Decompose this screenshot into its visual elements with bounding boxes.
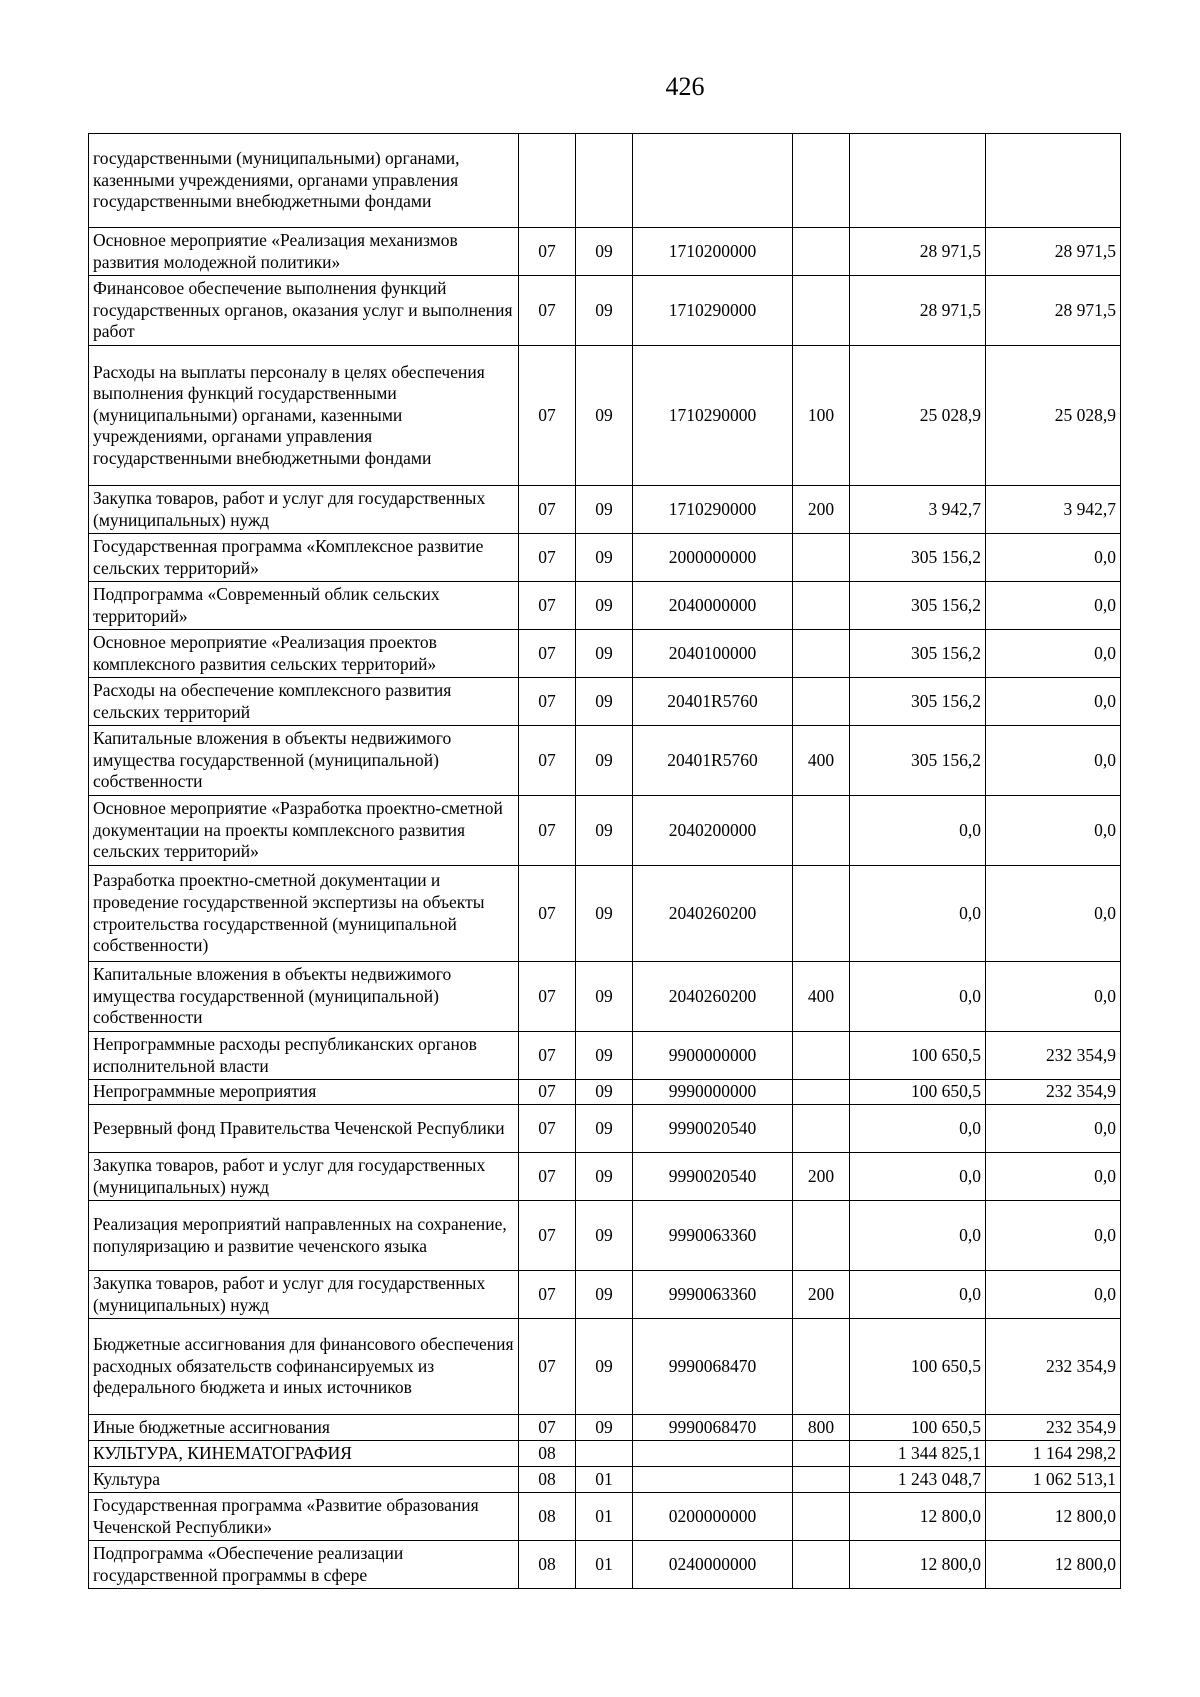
table-row	[89, 1201, 1121, 1271]
subsection-code: 09	[576, 582, 633, 630]
target-article-code: 9990020540	[633, 1105, 793, 1153]
subsection-code: 09	[576, 630, 633, 678]
expense-type-code	[793, 678, 850, 726]
amount-year-1: 28 971,5	[850, 276, 986, 346]
table-row	[89, 1153, 1121, 1201]
table-row	[89, 1271, 1121, 1319]
section-code: 07	[519, 346, 576, 486]
section-code: 07	[519, 1080, 576, 1105]
row-name: Культура	[89, 1467, 519, 1493]
amount-year-2: 0,0	[986, 678, 1121, 726]
expense-type-code	[793, 630, 850, 678]
amount-year-1: 3 942,7	[850, 486, 986, 534]
target-article-code: 0200000000	[633, 1493, 793, 1541]
amount-year-1: 0,0	[850, 962, 986, 1032]
row-name: Иные бюджетные ассигнования	[89, 1415, 519, 1441]
subsection-code: 09	[576, 1415, 633, 1441]
amount-year-2: 12 800,0	[986, 1493, 1121, 1541]
section-code: 07	[519, 726, 576, 796]
expense-type-code	[793, 1032, 850, 1080]
expense-type-code	[793, 276, 850, 346]
section-code: 07	[519, 1319, 576, 1415]
target-article-code: 2040260200	[633, 866, 793, 962]
row-name: Расходы на выплаты персоналу в целях обеспечения выполнения функций государственными (муниципальными) органами, казенными учреждениями, органами управления государственными внебюджетными фондами	[89, 346, 519, 486]
row-name: Закупка товаров, работ и услуг для государственных (муниципальных) нужд	[89, 486, 519, 534]
row-name: Подпрограмма «Современный облик сельских территорий»	[89, 582, 519, 630]
amount-year-2: 3 942,7	[986, 486, 1121, 534]
row-name: Капитальные вложения в объекты недвижимого имущества государственной (муниципальной) собственности	[89, 962, 519, 1032]
amount-year-2: 232 354,9	[986, 1319, 1121, 1415]
page-number: 426	[665, 72, 705, 101]
target-article-code: 2040000000	[633, 582, 793, 630]
amount-year-1: 305 156,2	[850, 630, 986, 678]
amount-year-1: 305 156,2	[850, 726, 986, 796]
target-article-code: 1710290000	[633, 486, 793, 534]
amount-year-2: 0,0	[986, 726, 1121, 796]
expense-type-code	[793, 1441, 850, 1467]
table-row	[89, 346, 1121, 486]
subsection-code: 09	[576, 1032, 633, 1080]
expense-type-code	[793, 582, 850, 630]
row-name: Государственная программа «Комплексное развитие сельских территорий»	[89, 534, 519, 582]
amount-year-2	[986, 134, 1121, 228]
amount-year-1: 100 650,5	[850, 1319, 986, 1415]
expense-type-code	[793, 1319, 850, 1415]
subsection-code: 09	[576, 346, 633, 486]
amount-year-2: 0,0	[986, 1105, 1121, 1153]
row-name: Реализация мероприятий направленных на сохранение, популяризацию и развитие чеченского языка	[89, 1201, 519, 1271]
section-code: 07	[519, 486, 576, 534]
table-row	[89, 630, 1121, 678]
row-name: Резервный фонд Правительства Чеченской Республики	[89, 1105, 519, 1153]
amount-year-2: 0,0	[986, 630, 1121, 678]
section-code: 07	[519, 276, 576, 346]
subsection-code: 09	[576, 1201, 633, 1271]
target-article-code: 0240000000	[633, 1541, 793, 1589]
amount-year-1: 12 800,0	[850, 1493, 986, 1541]
amount-year-1: 305 156,2	[850, 534, 986, 582]
expense-type-code: 200	[793, 486, 850, 534]
amount-year-2: 232 354,9	[986, 1032, 1121, 1080]
table-row	[89, 796, 1121, 866]
amount-year-1: 0,0	[850, 1271, 986, 1319]
table-row	[89, 678, 1121, 726]
section-code: 07	[519, 1415, 576, 1441]
target-article-code: 2000000000	[633, 534, 793, 582]
amount-year-1: 100 650,5	[850, 1032, 986, 1080]
amount-year-1	[850, 134, 986, 228]
section-code: 07	[519, 534, 576, 582]
row-name: Финансовое обеспечение выполнения функций государственных органов, оказания услуг и выполнения работ	[89, 276, 519, 346]
expense-type-code	[793, 134, 850, 228]
section-code: 08	[519, 1493, 576, 1541]
row-name: Основное мероприятие «Реализация механизмов развития молодежной политики»	[89, 228, 519, 276]
amount-year-2: 1 164 298,2	[986, 1441, 1121, 1467]
target-article-code: 1710290000	[633, 346, 793, 486]
amount-year-2: 0,0	[986, 1271, 1121, 1319]
target-article-code	[633, 1441, 793, 1467]
row-name: Бюджетные ассигнования для финансового обеспечения расходных обязательств софинансируемых из федерального бюджета и иных источников	[89, 1319, 519, 1415]
target-article-code: 1710200000	[633, 228, 793, 276]
target-article-code: 1710290000	[633, 276, 793, 346]
expense-type-code: 800	[793, 1415, 850, 1441]
row-name: Непрограммные расходы республиканских органов исполнительной власти	[89, 1032, 519, 1080]
target-article-code	[633, 134, 793, 228]
amount-year-2: 0,0	[986, 796, 1121, 866]
amount-year-2: 12 800,0	[986, 1541, 1121, 1589]
target-article-code: 9990068470	[633, 1319, 793, 1415]
row-name: Подпрограмма «Обеспечение реализации государственной программы в сфере	[89, 1541, 519, 1589]
section-code: 07	[519, 228, 576, 276]
section-code: 08	[519, 1541, 576, 1589]
target-article-code: 20401R5760	[633, 678, 793, 726]
amount-year-2: 232 354,9	[986, 1415, 1121, 1441]
section-code	[519, 134, 576, 228]
section-code: 07	[519, 1201, 576, 1271]
target-article-code: 2040100000	[633, 630, 793, 678]
expense-type-code	[793, 1467, 850, 1493]
table-row	[89, 962, 1121, 1032]
subsection-code: 09	[576, 1153, 633, 1201]
row-name: Закупка товаров, работ и услуг для государственных (муниципальных) нужд	[89, 1271, 519, 1319]
amount-year-1: 100 650,5	[850, 1080, 986, 1105]
row-name: КУЛЬТУРА, КИНЕМАТОГРАФИЯ	[89, 1441, 519, 1467]
table-row	[89, 276, 1121, 346]
subsection-code: 01	[576, 1541, 633, 1589]
table-row	[89, 726, 1121, 796]
table-row	[89, 1105, 1121, 1153]
subsection-code: 09	[576, 796, 633, 866]
row-name: Закупка товаров, работ и услуг для государственных (муниципальных) нужд	[89, 1153, 519, 1201]
target-article-code: 9990068470	[633, 1415, 793, 1441]
table-row	[89, 534, 1121, 582]
table-row	[89, 486, 1121, 534]
subsection-code: 01	[576, 1493, 633, 1541]
target-article-code: 2040260200	[633, 962, 793, 1032]
target-article-code: 20401R5760	[633, 726, 793, 796]
table-row	[89, 1493, 1121, 1541]
section-code: 07	[519, 582, 576, 630]
expense-type-code	[793, 1541, 850, 1589]
amount-year-1: 1 243 048,7	[850, 1467, 986, 1493]
amount-year-2: 0,0	[986, 534, 1121, 582]
amount-year-1: 0,0	[850, 796, 986, 866]
section-code: 07	[519, 1271, 576, 1319]
row-name: государственными (муниципальными) органами, казенными учреждениями, органами управления государственными внебюджетными фондами	[89, 134, 519, 228]
amount-year-2: 0,0	[986, 582, 1121, 630]
row-name: Разработка проектно-сметной документации и проведение государственной экспертизы на объекты строительства государственной (муниципальной собственности)	[89, 866, 519, 962]
target-article-code: 9990063360	[633, 1271, 793, 1319]
subsection-code: 01	[576, 1467, 633, 1493]
table-row	[89, 582, 1121, 630]
expense-type-code: 400	[793, 726, 850, 796]
expense-type-code	[793, 866, 850, 962]
subsection-code: 09	[576, 1319, 633, 1415]
target-article-code: 9990063360	[633, 1201, 793, 1271]
target-article-code: 9990020540	[633, 1153, 793, 1201]
subsection-code: 09	[576, 486, 633, 534]
expense-type-code	[793, 1105, 850, 1153]
subsection-code: 09	[576, 1271, 633, 1319]
row-name: Государственная программа «Развитие образования Чеченской Республики»	[89, 1493, 519, 1541]
section-code: 07	[519, 1032, 576, 1080]
amount-year-2: 28 971,5	[986, 228, 1121, 276]
table-row	[89, 1541, 1121, 1589]
subsection-code: 09	[576, 962, 633, 1032]
amount-year-1: 0,0	[850, 1201, 986, 1271]
row-name: Капитальные вложения в объекты недвижимого имущества государственной (муниципальной) собственности	[89, 726, 519, 796]
expense-type-code	[793, 796, 850, 866]
target-article-code: 9900000000	[633, 1032, 793, 1080]
subsection-code	[576, 134, 633, 228]
amount-year-1: 28 971,5	[850, 228, 986, 276]
amount-year-2: 0,0	[986, 1153, 1121, 1201]
amount-year-1: 0,0	[850, 1153, 986, 1201]
target-article-code: 9990000000	[633, 1080, 793, 1105]
target-article-code: 2040200000	[633, 796, 793, 866]
table-row	[89, 866, 1121, 962]
section-code: 08	[519, 1441, 576, 1467]
amount-year-1: 12 800,0	[850, 1541, 986, 1589]
expense-type-code: 100	[793, 346, 850, 486]
subsection-code: 09	[576, 866, 633, 962]
expense-type-code	[793, 228, 850, 276]
row-name: Основное мероприятие «Реализация проектов комплексного развития сельских территорий»	[89, 630, 519, 678]
subsection-code: 09	[576, 228, 633, 276]
amount-year-1: 305 156,2	[850, 678, 986, 726]
expense-type-code	[793, 1201, 850, 1271]
expense-type-code: 200	[793, 1271, 850, 1319]
amount-year-2: 0,0	[986, 866, 1121, 962]
budget-table	[88, 133, 1121, 1589]
section-code: 07	[519, 1105, 576, 1153]
subsection-code: 09	[576, 1105, 633, 1153]
amount-year-1: 25 028,9	[850, 346, 986, 486]
amount-year-2: 0,0	[986, 962, 1121, 1032]
amount-year-2: 28 971,5	[986, 276, 1121, 346]
section-code: 07	[519, 630, 576, 678]
table-body	[89, 134, 1121, 1589]
table-row	[89, 1441, 1121, 1467]
expense-type-code	[793, 534, 850, 582]
expense-type-code	[793, 1080, 850, 1105]
section-code: 07	[519, 1153, 576, 1201]
amount-year-1: 0,0	[850, 1105, 986, 1153]
row-name: Основное мероприятие «Разработка проектно-сметной документации на проекты комплексного развития сельских территорий»	[89, 796, 519, 866]
table-row	[89, 134, 1121, 228]
row-name: Непрограммные мероприятия	[89, 1080, 519, 1105]
subsection-code: 09	[576, 678, 633, 726]
section-code: 07	[519, 962, 576, 1032]
table-row	[89, 228, 1121, 276]
amount-year-1: 1 344 825,1	[850, 1441, 986, 1467]
table-row	[89, 1032, 1121, 1080]
amount-year-1: 0,0	[850, 866, 986, 962]
subsection-code: 09	[576, 1080, 633, 1105]
amount-year-1: 305 156,2	[850, 582, 986, 630]
table-row	[89, 1319, 1121, 1415]
subsection-code: 09	[576, 534, 633, 582]
table-row	[89, 1080, 1121, 1105]
expense-type-code	[793, 1493, 850, 1541]
row-name: Расходы на обеспечение комплексного развития сельских территорий	[89, 678, 519, 726]
expense-type-code: 200	[793, 1153, 850, 1201]
section-code: 07	[519, 678, 576, 726]
amount-year-2: 232 354,9	[986, 1080, 1121, 1105]
subsection-code: 09	[576, 726, 633, 796]
target-article-code	[633, 1467, 793, 1493]
section-code: 08	[519, 1467, 576, 1493]
amount-year-1: 100 650,5	[850, 1415, 986, 1441]
expense-type-code: 400	[793, 962, 850, 1032]
table-row	[89, 1415, 1121, 1441]
section-code: 07	[519, 866, 576, 962]
subsection-code: 09	[576, 276, 633, 346]
table-row	[89, 1467, 1121, 1493]
amount-year-2: 25 028,9	[986, 346, 1121, 486]
section-code: 07	[519, 796, 576, 866]
amount-year-2: 0,0	[986, 1201, 1121, 1271]
amount-year-2: 1 062 513,1	[986, 1467, 1121, 1493]
subsection-code	[576, 1441, 633, 1467]
